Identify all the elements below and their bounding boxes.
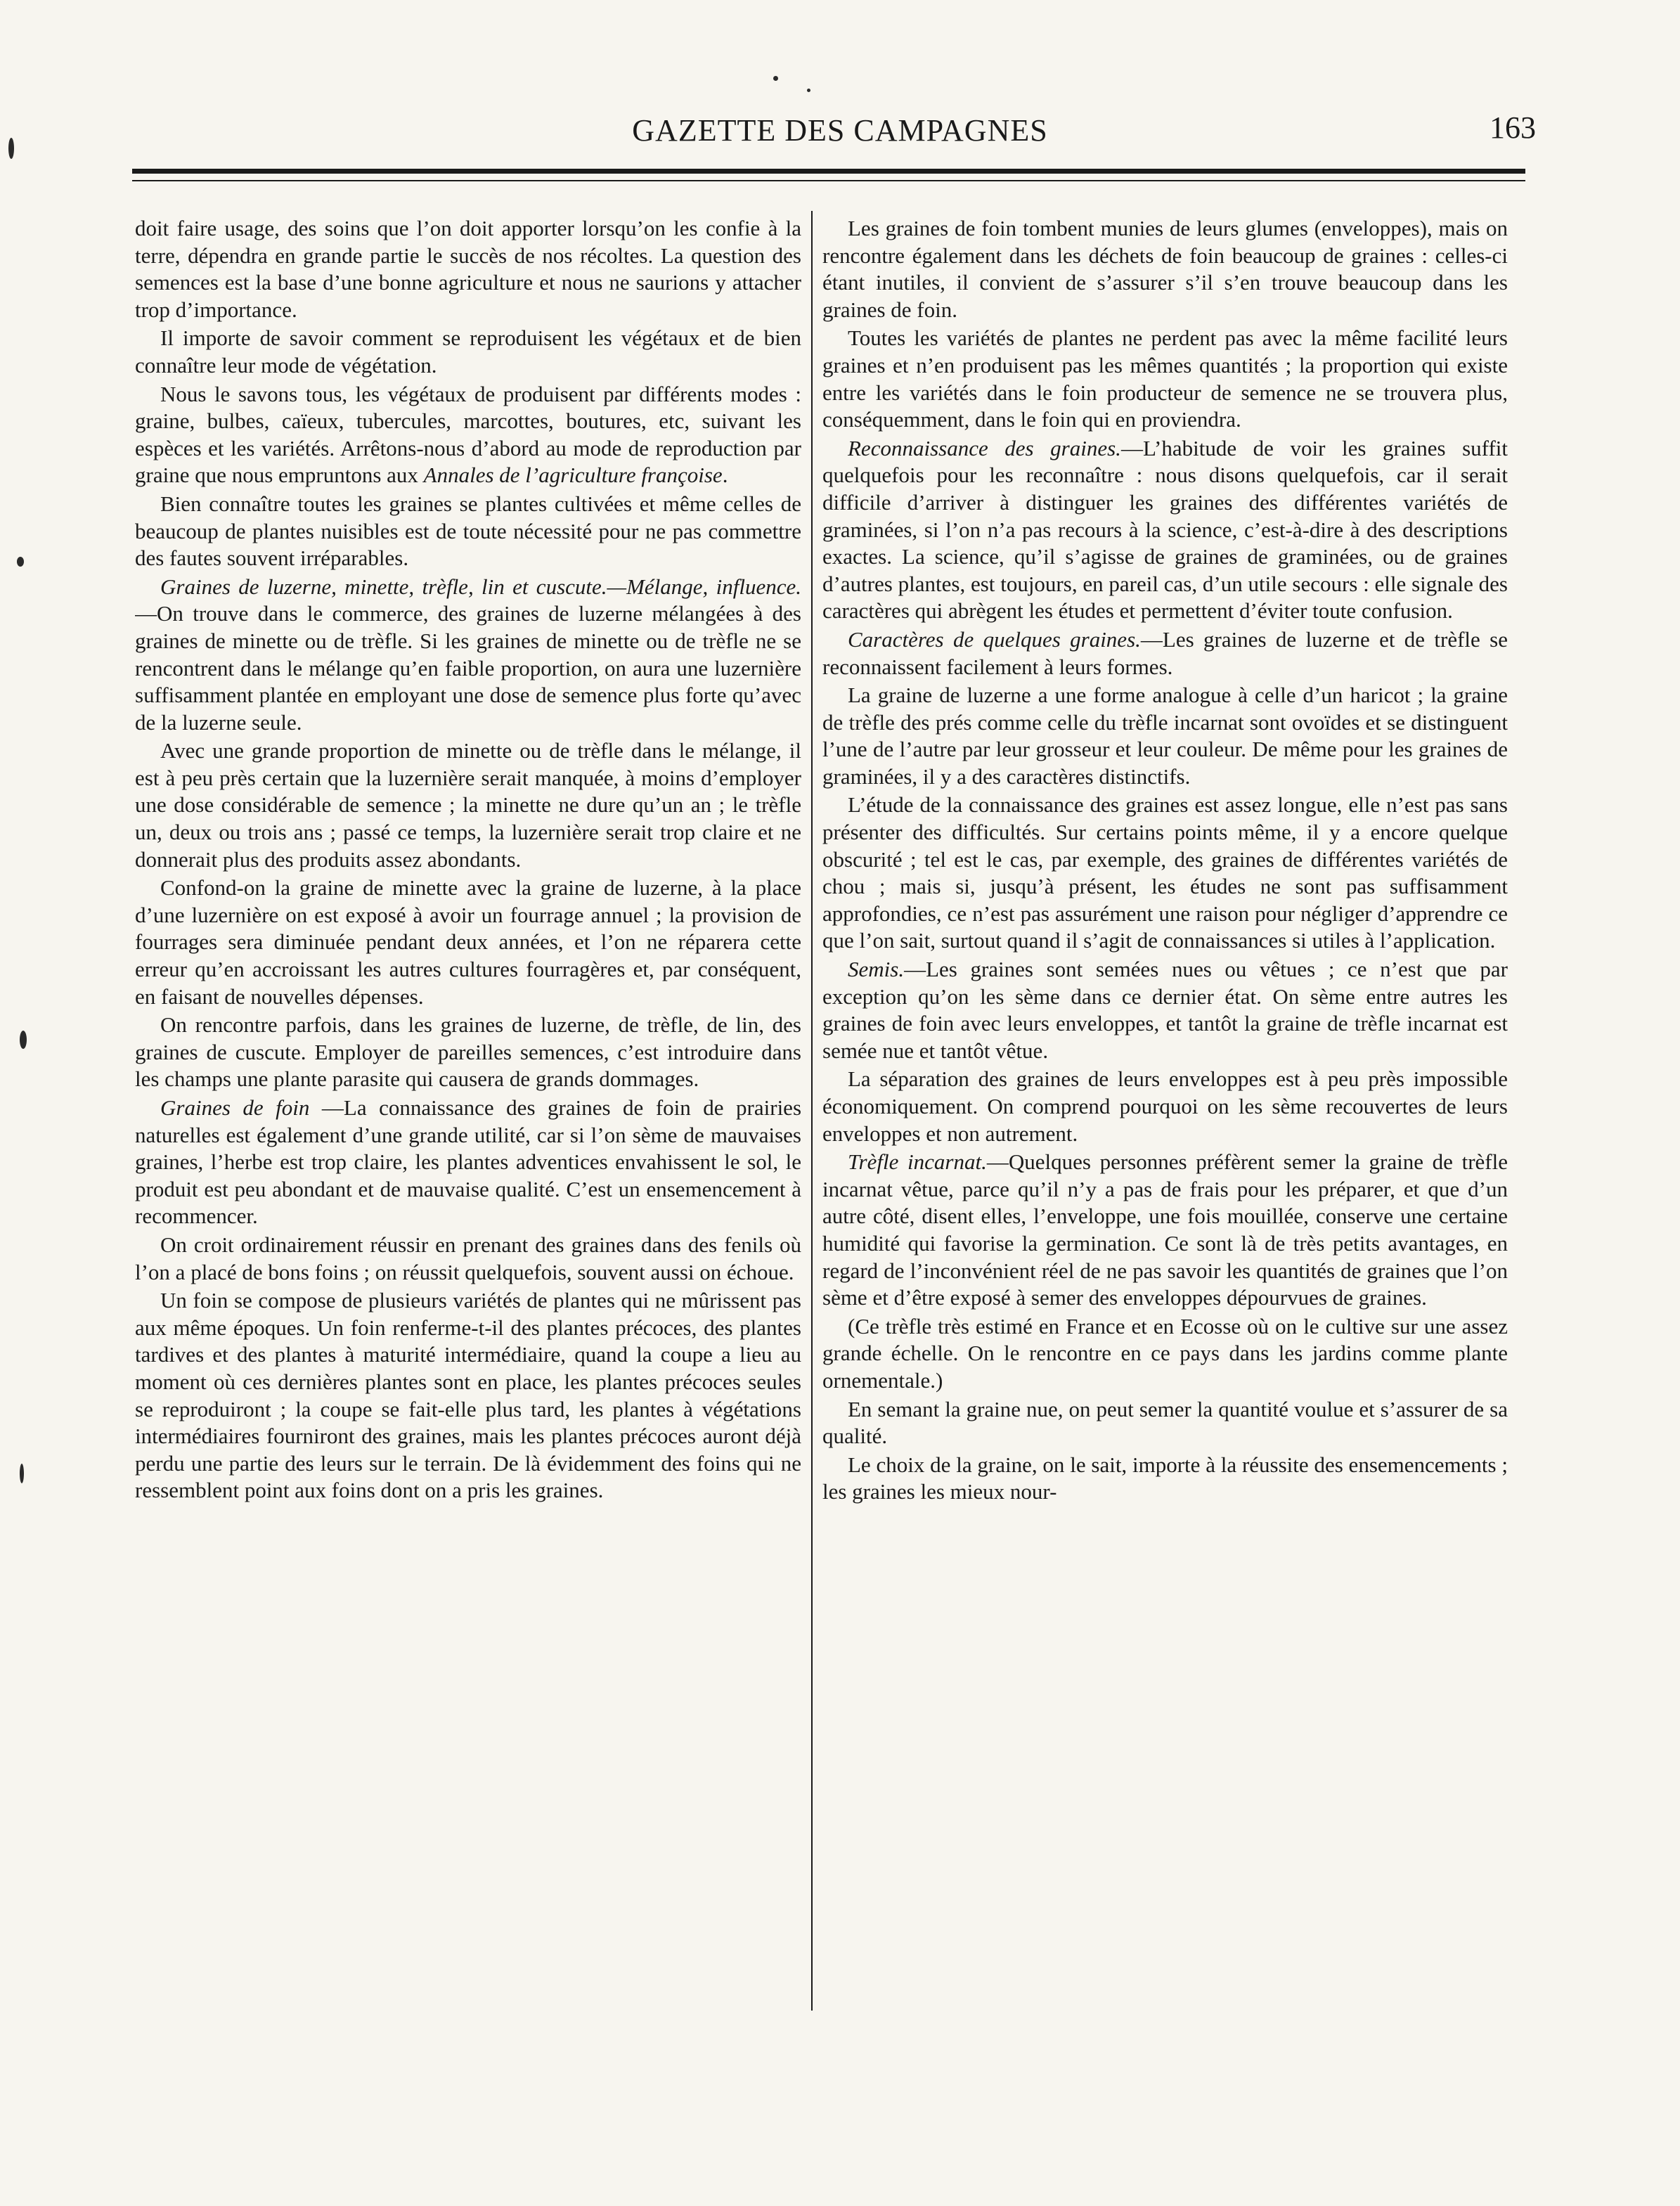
paragraph: La séparation des graines de leurs enveloppes est à peu près impossible économiquement. On comprend pourquoi on les sème recouvertes de leurs enveloppes et non autrement. xyxy=(822,1066,1508,1146)
paragraph: On rencontre parfois, dans les graines de luzerne, de trèfle, de lin, des graines de cuscute. Employer de pareilles semences, c’est introduire dans les champs une plante parasite qui causera de grands dommages. xyxy=(135,1012,801,1092)
section-heading-paragraph: Trèfle incarnat.—Quelques personnes préfèrent semer la graine de trèfle incarnat vêtue, parce qu’il n’y a pas de frais pour les préparer, et que d’un autre côté, disent elles, l’enveloppe, une fois mouillée, conserve une certaine humidité qui favorise la germination. Ce sont là de très petits avantages, en regard de l’inconvénient réel de ne pas savoir les quantités de graines que l’on sème et d’être exposé à semer des enveloppes dépourvues de graines. xyxy=(822,1149,1508,1310)
section-heading-paragraph: Graines de luzerne, minette, trèfle, lin et cuscute.—Mélange, influence.—On trouve dans le commerce, des graines de luzerne mélangées à des graines de minette ou de trèfle. Si les graines de minette ou de trèfle ne se rencontrent dans le mélange qu’en faible proportion, on aura une luzernière suffisamment plantée en employant une dose de semence plus forte qu’avec de la luzerne seule. xyxy=(135,574,801,735)
paragraph: On croit ordinairement réussir en prenant des graines dans des fenils où l’on a placé de bons foins ; on réussit quelquefois, souvent aussi on échoue. xyxy=(135,1232,801,1284)
header-rule-thick xyxy=(132,169,1525,174)
scan-speck xyxy=(807,89,810,92)
scan-speck xyxy=(8,138,14,159)
scan-speck xyxy=(20,1464,24,1483)
paragraph: Confond-on la graine de minette avec la graine de luzerne, à la place d’une luzernière on est exposé à avoir un fourrage annuel ; la provision de fourrages sera diminuée pendant deux années, et l’on ne réparera cette erreur qu’en accroissant les autres cultures fourragères et, par conséquent, en faisant de nouvelles dépenses. xyxy=(135,875,801,1009)
section-heading-paragraph: Semis.—Les graines sont semées nues ou vêtues ; ce n’est que par exception qu’on les sème dans ce dernier état. On sème entre autres les graines de foin avec leurs enveloppes, et tantôt la graine de trèfle incarnat est semée nue et tantôt vêtue. xyxy=(822,957,1508,1063)
section-heading-paragraph: Caractères de quelques graines.—Les graines de luzerne et de trèfle se reconnaissent facilement à leurs formes. xyxy=(822,626,1508,679)
paragraph: En semant la graine nue, on peut semer la quantité voulue et s’assurer de sa qualité. xyxy=(822,1396,1508,1449)
header-title: GAZETTE DES CAMPAGNES xyxy=(632,113,1048,148)
left-column xyxy=(135,215,801,2169)
section-heading-paragraph: Reconnaissance des graines.—L’habitude de voir les graines suffit quelquefois pour les reconnaître : nous disons quelquefois, car il serait difficile d’arriver à distinguer les graines des différentes variétés de graminées, si l’on n’a pas recours à la science, c’est-à-dire à des descriptions exactes. La science, qu’il s’agisse de graines de graminées, ou de graines d’autres plantes, est toujours, en pareil cas, d’un utile secours : elle signale des caractères qui abrègent les études et permettent d’éviter toute confusion. xyxy=(822,435,1508,624)
scan-speck xyxy=(20,1031,27,1049)
scan-speck xyxy=(773,76,778,81)
paragraph: Bien connaître toutes les graines se plantes cultivées et même celles de beaucoup de plantes nuisibles est de toute nécessité pour ne pas commettre des fautes souvent irréparables. xyxy=(135,491,801,571)
paragraph: Il importe de savoir comment se reproduisent les végétaux et de bien connaître leur mode de végétation. xyxy=(135,325,801,378)
paragraph: Toutes les variétés de plantes ne perdent pas avec la même facilité leurs graines et n’en produisent pas les mêmes quantités ; la proportion qui existe entre les variétés dans le foin producteur de semence ne se trouvera plus, conséquemment, dans le foin qui en proviendra. xyxy=(822,325,1508,432)
page-number: 163 xyxy=(1490,110,1536,145)
header-rule-thin xyxy=(132,180,1525,181)
paragraph: Nous le savons tous, les végétaux de produisent par différents modes : graine, bulbes, caïeux, tubercules, marcottes, boutures, etc, suivant les espèces et les variétés. Arrêtons-nous d’abord au mode de reproduction par graine que nous empruntons aux Annales de l’agriculture françoise. xyxy=(135,381,801,488)
paragraph: Avec une grande proportion de minette ou de trèfle dans le mélange, il est à peu près certain que la luzernière serait manquée, à moins d’employer une dose considérable de semence ; la minette ne dure qu’un an ; le trèfle un, deux ou trois ans ; passé ce temps, la luzernière serait trop claire et ne donnerait plus des produits assez abondants. xyxy=(135,738,801,872)
right-column xyxy=(822,215,1508,2169)
paragraph: L’étude de la connaissance des graines est assez longue, elle n’est pas sans présenter des difficultés. Sur certains points même, il y a encore quelque obscurité ; tel est le cas, par exemple, des graines de différentes variétés de chou ; mais si, jusqu’à présent, les études ne sont pas suffisamment approfondies, ce n’est pas assurément une raison pour négliger d’apprendre ce que l’on sait, surtout quand il s’agit de connaissances si utiles à l’application. xyxy=(822,792,1508,953)
paragraph: Les graines de foin tombent munies de leurs glumes (enveloppes), mais on rencontre également dans les déchets de foin beaucoup de graines : celles-ci étant inutiles, il convient de s’assurer s’il s’en trouve beaucoup dans les graines de foin. xyxy=(822,216,1508,322)
column-divider xyxy=(811,211,813,2011)
paragraph: (Ce trèfle très estimé en France et en Ecosse où on le cultive sur une assez grande échelle. On le rencontre en ce pays dans les jardins comme plante ornementale.) xyxy=(822,1313,1508,1393)
scan-speck xyxy=(17,557,24,567)
paragraph: Le choix de la graine, on le sait, importe à la réussite des ensemencements ; les graines les mieux nour- xyxy=(822,1452,1508,1504)
paragraph: doit faire usage, des soins que l’on doit apporter lorsqu’on les confie à la terre, dépendra en grande partie le succès de nos récoltes. La question des semences est la base d’une bonne agriculture et nous ne saurions y attacher trop d’importance. xyxy=(135,216,801,322)
paragraph: La graine de luzerne a une forme analogue à celle d’un haricot ; la graine de trèfle des prés comme celle du trèfle incarnat sont ovoïdes et se distinguent l’une de l’autre par leur grosseur et leur couleur. De même pour les graines de graminées, il y a des caractères distinctifs. xyxy=(822,683,1508,789)
paragraph: Un foin se compose de plusieurs variétés de plantes qui ne mûrissent pas aux même époques. Un foin renferme-t-il des plantes précoces, des plantes tardives et des plantes à maturité intermédiaire, quand la coupe a lieu au moment où ces dernières plantes sont en place, les plantes précoces seules se reproduiront ; la coupe se fait-elle plus tard, les plantes à végétations intermédiaires fourniront des graines, mais les plantes précoces auront déjà perdu une partie des leurs sur le terrain. De là évidemment des foins qui ne ressemblent point aux foins dont on a pris les graines. xyxy=(135,1288,801,1503)
section-heading-paragraph: Graines de foin —La connaissance des graines de foin de prairies naturelles est également d’une grande utilité, car si l’on sème de mauvaises graines, l’herbe est trop claire, les plantes adventices envahissent le sol, le produit est peu abondant et de mauvaise qualité. C’est un ensemencement à recommencer. xyxy=(135,1095,801,1229)
